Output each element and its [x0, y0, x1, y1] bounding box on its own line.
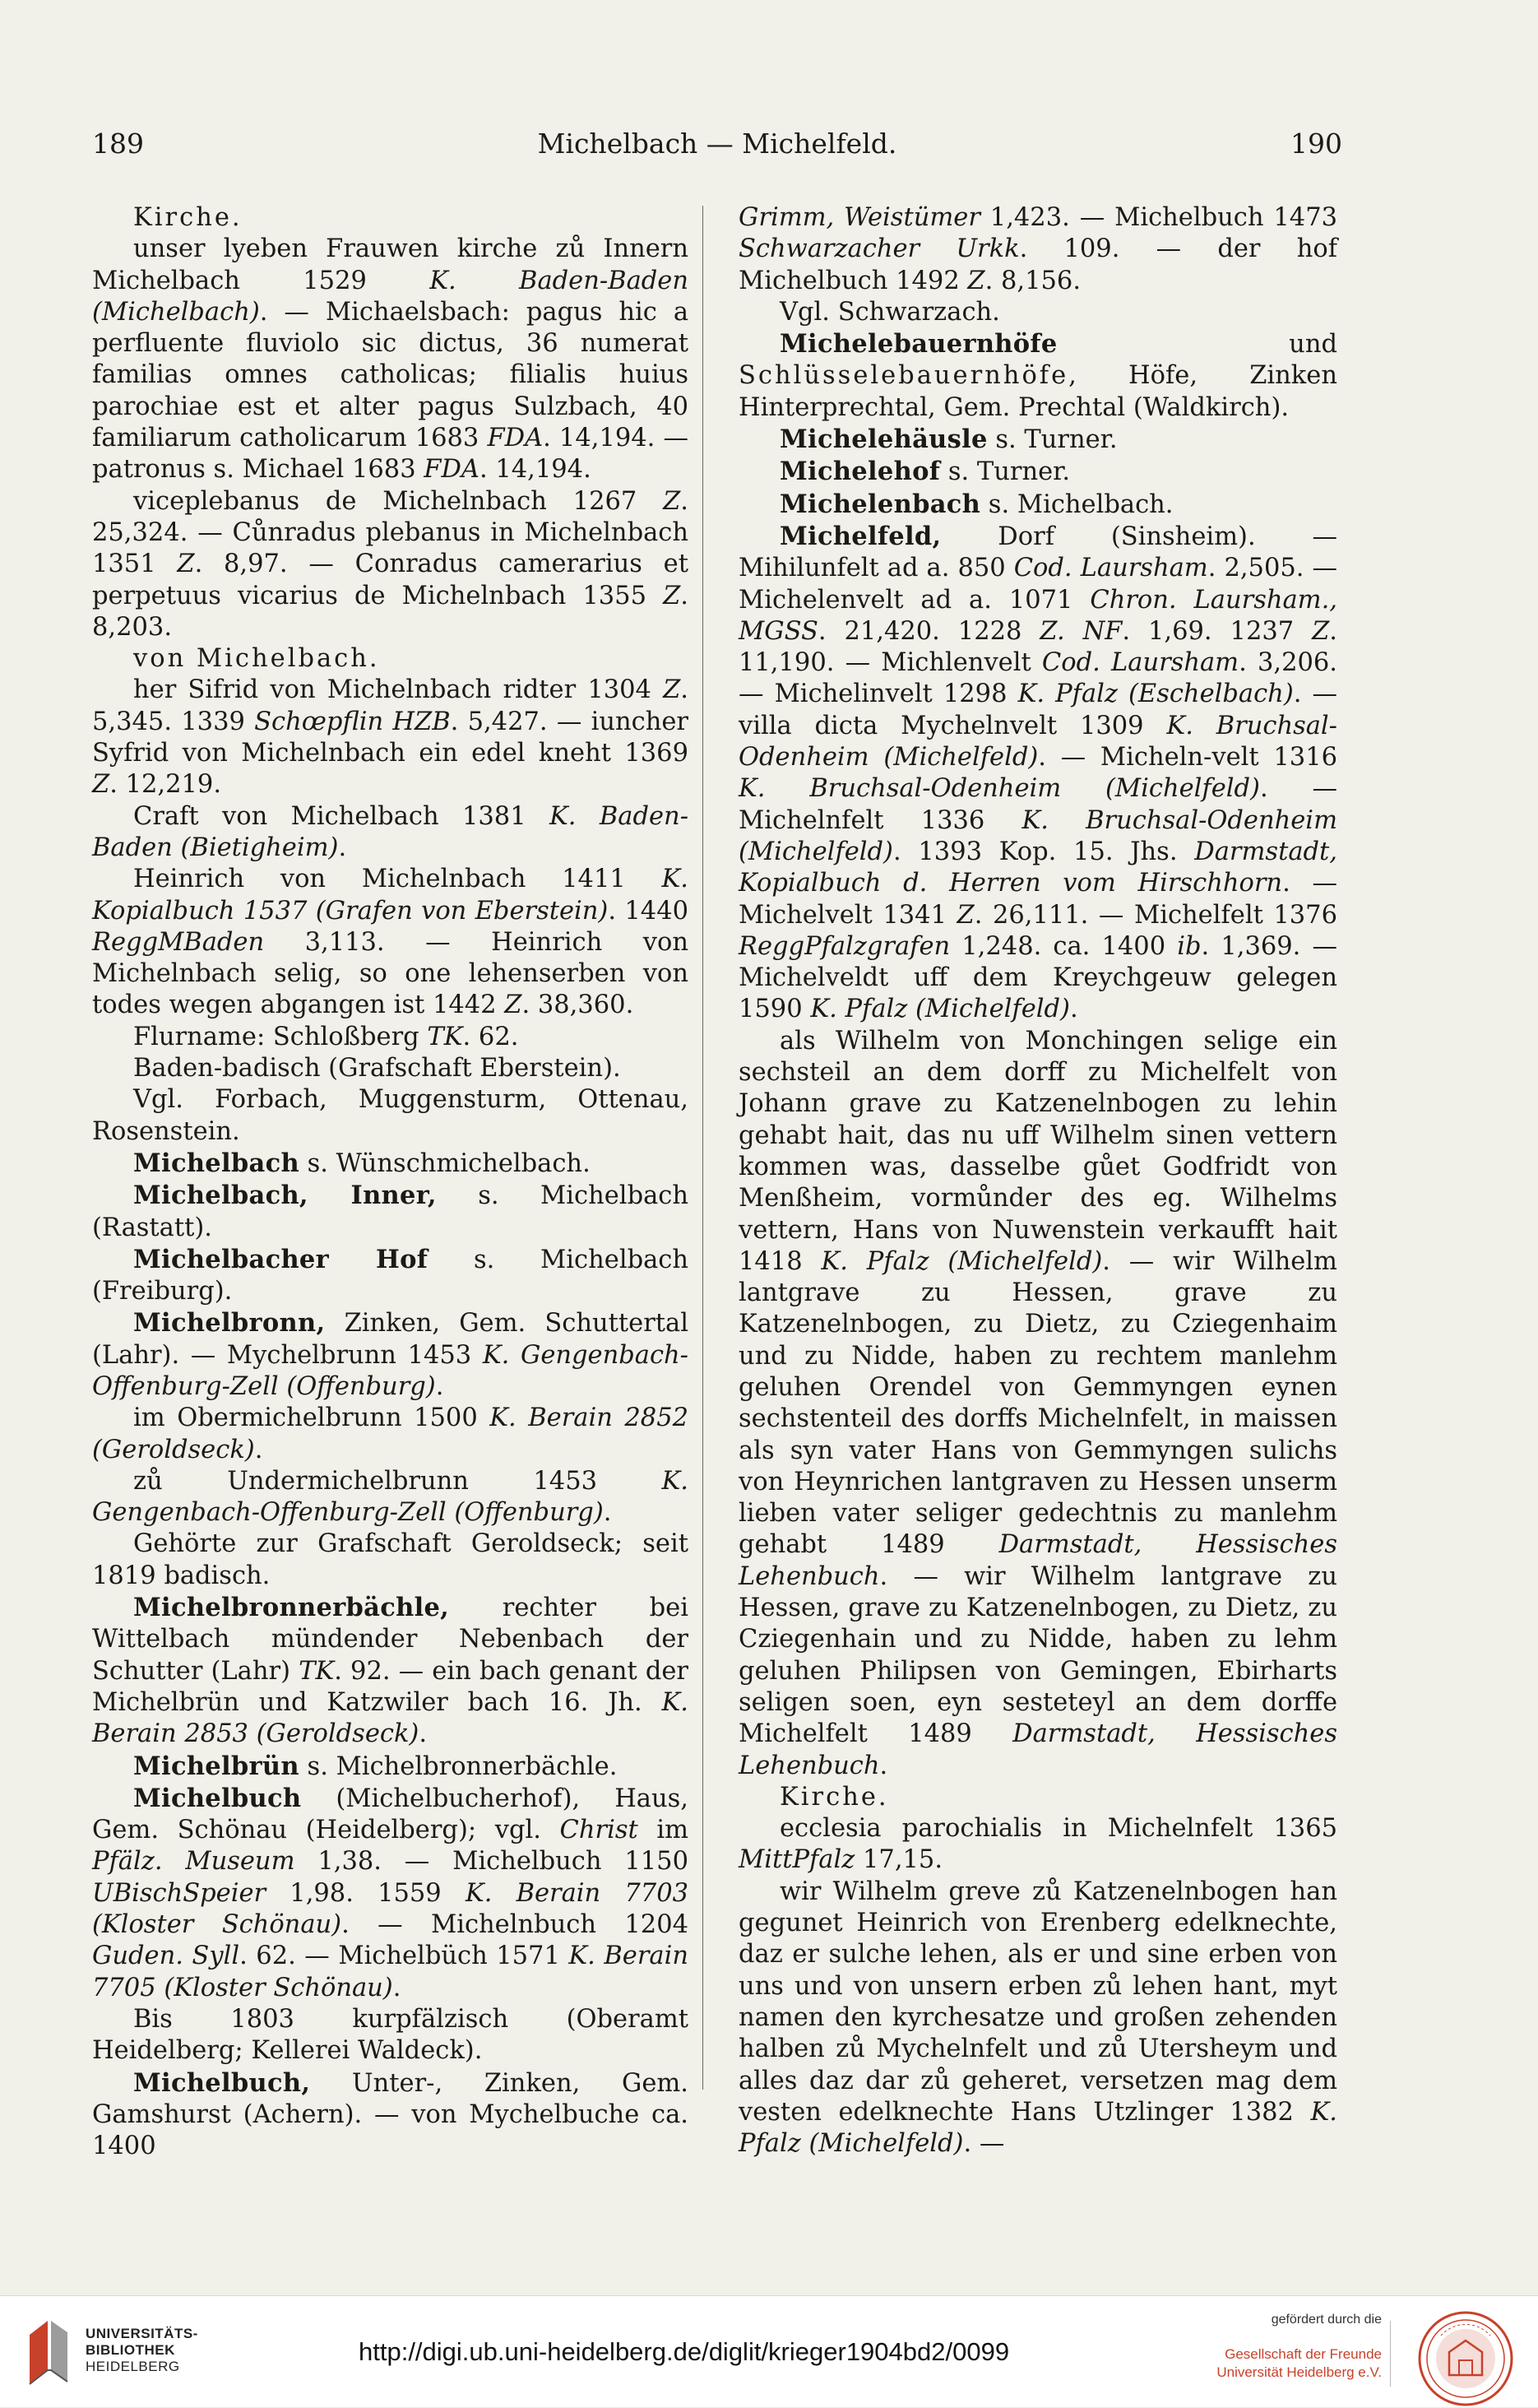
- page-number-left: 189: [92, 128, 144, 160]
- ub-name: UNIVERSITÄTS- BIBLIOTHEK HEIDELBERG: [86, 2326, 198, 2374]
- paragraph: unser lyeben Frauwen kirche zů Innern Michelbach 1529 K. Baden-Baden (Michelbach). — Michaelsbach: pagus hic a perfluente fluviolo sic dictus, 36 numerat familias omnes catholicas; filialis huius parochiae est et alter pagus Sulzbach, 40 familiarum catholicarum 1683 FDA. 14,194. — patronus s. Michael 1683 FDA. 14,194.: [92, 234, 688, 485]
- column-divider: [702, 206, 703, 2090]
- sponsor-name: Gesellschaft der Freunde Universität Heidelberg e.V.: [1216, 2346, 1382, 2380]
- paragraph: viceplebanus de Michelnbach 1267 Z. 25,324. — Cůnradus plebanus in Michelnbach 1351 Z. 8,97. — Conradus camerarius et perpetuus vicarius de Michelnbach 1355 Z. 8,203.: [92, 486, 688, 642]
- paragraph: Michelbacher Hof s. Michelbach (Freiburg).: [92, 1244, 689, 1306]
- paragraph: Michelbuch (Michelbucherhof), Haus, Gem. Schönau (Heidelberg); vgl. Christ im Pfälz. Museum 1,38. — Michelbuch 1150 UBischSpeier 1,98. 1559 K. Berain 7703 (Kloster Schönau). — Michelnbuch 1204 Guden. Syll. 62. — Michelbüch 1571 K. Berain 7705 (Kloster Schönau).: [92, 1783, 689, 2002]
- ub-heidelberg-logo-icon: [23, 2314, 74, 2388]
- paragraph: ecclesia parochialis in Michelnfelt 1365 MittPfalz 17,15.: [739, 1814, 1337, 1875]
- paragraph: Vgl. Schwarzach.: [780, 297, 1000, 327]
- paragraph: Heinrich von Michelnbach 1411 K. Kopialbuch 1537 (Grafen von Eberstein). 1440 ReggMBaden 3,113. — Heinrich von Michelnbach selig, so one lehenserben von todes wegen abgangen ist 1442 Z. 38,360.: [92, 865, 688, 1020]
- sponsor-intro: gefördert durch die: [1271, 2313, 1382, 2327]
- running-header: [92, 123, 1342, 165]
- paragraph: Grimm, Weistümer 1,423. — Michelbuch 1473 Schwarzacher Urkk. 109. — der hof Michelbuch 1492 Z. 8,156.: [739, 203, 1337, 295]
- paragraph: Michelfeld, Dorf (Sinsheim). — Mihilunfelt ad a. 850 Cod. Laursham. 2,505. — Michelenvelt ad a. 1071 Chron. Laursham., MGSS. 21,420. 1228 Z. NF. 1,69. 1237 Z. 11,190. — Michlenvelt Cod. Laursham. 3,206. — Michelinvelt 1298 K. Pfalz (Eschelbach). — villa dicta Mychelnvelt 1309 K. Bruchsal-Odenheim (Michelfeld). — Micheln-velt 1316 K. Bruchsal-Odenheim (Michelfeld). — Michelnfelt 1336 K. Bruchsal-Odenheim (Michelfeld). 1393 Kop. 15. Jhs. Darmstadt, Kopialbuch d. Herren vom Hirschhorn. — Michelvelt 1341 Z. 26,111. — Michelfelt 1376 ReggPfalzgrafen 1,248. ca. 1400 ib. 1,369. — Michelveldt uff dem Kreychgeuw gelegen 1590 K. Pfalz (Michelfeld).: [739, 521, 1338, 1024]
- paragraph: Michelehof s. Turner.: [780, 457, 1071, 487]
- paragraph: Kirche.: [133, 203, 243, 232]
- paragraph: Michelbach, Inner, s. Michelbach (Rastatt).: [92, 1181, 688, 1242]
- paragraph: Bis 1803 kurpfälzisch (Oberamt Heidelberg; Kellerei Waldeck).: [92, 2004, 688, 2066]
- paragraph: Craft von Michelbach 1381 K. Baden-Baden (Bietigheim).: [92, 801, 689, 862]
- paragraph: als Wilhelm von Monchingen selige ein sechsteil an dem dorff zu Michelfelt von Johann grave zu Katzenelnbogen zu lehin gehabt hait, das nu uff Wilhelm sinen vettern kommen was, dasselbe gůet Godfridt von Menßheim, vormůnder des eg. Wilhelms vettern, Hans von Nuwenstein verkaufft hait 1418 K. Pfalz (Michelfeld). — wir Wilhelm lantgrave zu Hessen, grave zu Katzenelnbogen, zu Dietz, zu Cziegenhaim und zu Nidde, haben zu rechtem manlehm geluhen Orendel von Gemmyngen eynen sechstenteil des dorffs Michelnfelt, in maissen als syn vater Hans von Gemmyngen sulichs von Heynrichen lantgraven zu Hessen unserm lieben vater seliger gedechtnis zu manlehm gehabt 1489 Darmstadt, Hessisches Lehenbuch. — wir Wilhelm lantgrave zu Hessen, grave zu Katzenelnbogen, zu Dietz, zu Cziegenhain und zu Nidde, haben zu lehm geluhen Philipsen von Gemingen, Ebirharts seligen soen, eyn sesteteyl an dem dorffe Michelfelt 1489 Darmstadt, Hessisches Lehenbuch.: [739, 1026, 1337, 1780]
- left-column: [92, 202, 688, 2162]
- permalink-url[interactable]: http://digi.ub.uni-heidelberg.de/diglit/krieger1904bd2/0099: [359, 2337, 1010, 2366]
- page-title: Michelbach — Michelfeld.: [537, 128, 897, 160]
- paragraph: Gehörte zur Grafschaft Geroldseck; seit 1819 badisch.: [92, 1529, 688, 1590]
- paragraph: von Michelbach.: [133, 644, 380, 674]
- paragraph: Vgl. Forbach, Muggensturm, Ottenau, Rosenstein.: [92, 1085, 688, 1146]
- viewer-footer: [0, 2295, 1538, 2407]
- paragraph: Michelbach s. Wünschmichelbach.: [133, 1148, 591, 1178]
- paragraph: her Sifrid von Michelnbach ridter 1304 Z. 5,345. 1339 Schœpflin HZB. 5,427. — iuncher Syfrid von Michelnbach ein edel kneht 1369 Z. 12,219.: [92, 675, 688, 800]
- paragraph: Flurname: Schloßberg TK. 62.: [133, 1022, 519, 1051]
- right-column: [739, 202, 1337, 2160]
- paragraph: Michelebauernhöfe und Schlüsselebauernhöfe, Höfe, Zinken Hinterprechtal, Gem. Prechtal (Waldkirch).: [739, 329, 1337, 422]
- paragraph: Michelenbach s. Michelbach.: [780, 489, 1174, 519]
- paragraph: Baden-badisch (Grafschaft Eberstein).: [133, 1054, 621, 1083]
- paragraph: Michelbronn, Zinken, Gem. Schuttertal (Lahr). — Mychelbrunn 1453 K. Gengenbach-Offenburg-Zell (Offenburg).: [92, 1308, 688, 1401]
- paragraph: Michelbronnerbächle, rechter bei Wittelbach mündender Nebenbach der Schutter (Lahr) TK. 92. — ein bach genant der Michelbrün und Katzwiler bach 16. Jh. K. Berain 2853 (Geroldseck).: [92, 1593, 688, 1749]
- paragraph: Michelehäusle s. Turner.: [780, 425, 1118, 455]
- paragraph: Michelbrün s. Michelbronnerbächle.: [133, 1751, 618, 1781]
- paragraph: Michelbuch, Unter-, Zinken, Gem. Gamshurst (Achern). — von Mychelbuche ca. 1400: [92, 2067, 688, 2161]
- sponsor-block: [1151, 2313, 1382, 2382]
- paragraph: Kirche.: [780, 1782, 889, 1812]
- university-seal-icon: [1416, 2309, 1515, 2408]
- paragraph: im Obermichelbrunn 1500 K. Berain 2852 (Geroldseck).: [92, 1404, 689, 1464]
- footer-separator: [1390, 2321, 1391, 2387]
- paragraph: wir Wilhelm greve zů Katzenelnbogen han gegunet Heinrich von Erenberg edelknechte, daz er sulche lehen, als er und sine erben von uns und von unsern erben zů lehen hant, myt namen den kyrchesatze und großen zehenden halben zů Mychelnfelt und zů Utersheym und alles daz dar zů geheret, versetzen mag dem vesten edelknechte Hans Utzlinger 1382 K. Pfalz (Michelfeld). —: [739, 1877, 1337, 2159]
- paragraph: zů Undermichelbrunn 1453 K. Gengenbach-Offenburg-Zell (Offenburg).: [92, 1466, 688, 1528]
- page-number-right: 190: [1290, 128, 1342, 160]
